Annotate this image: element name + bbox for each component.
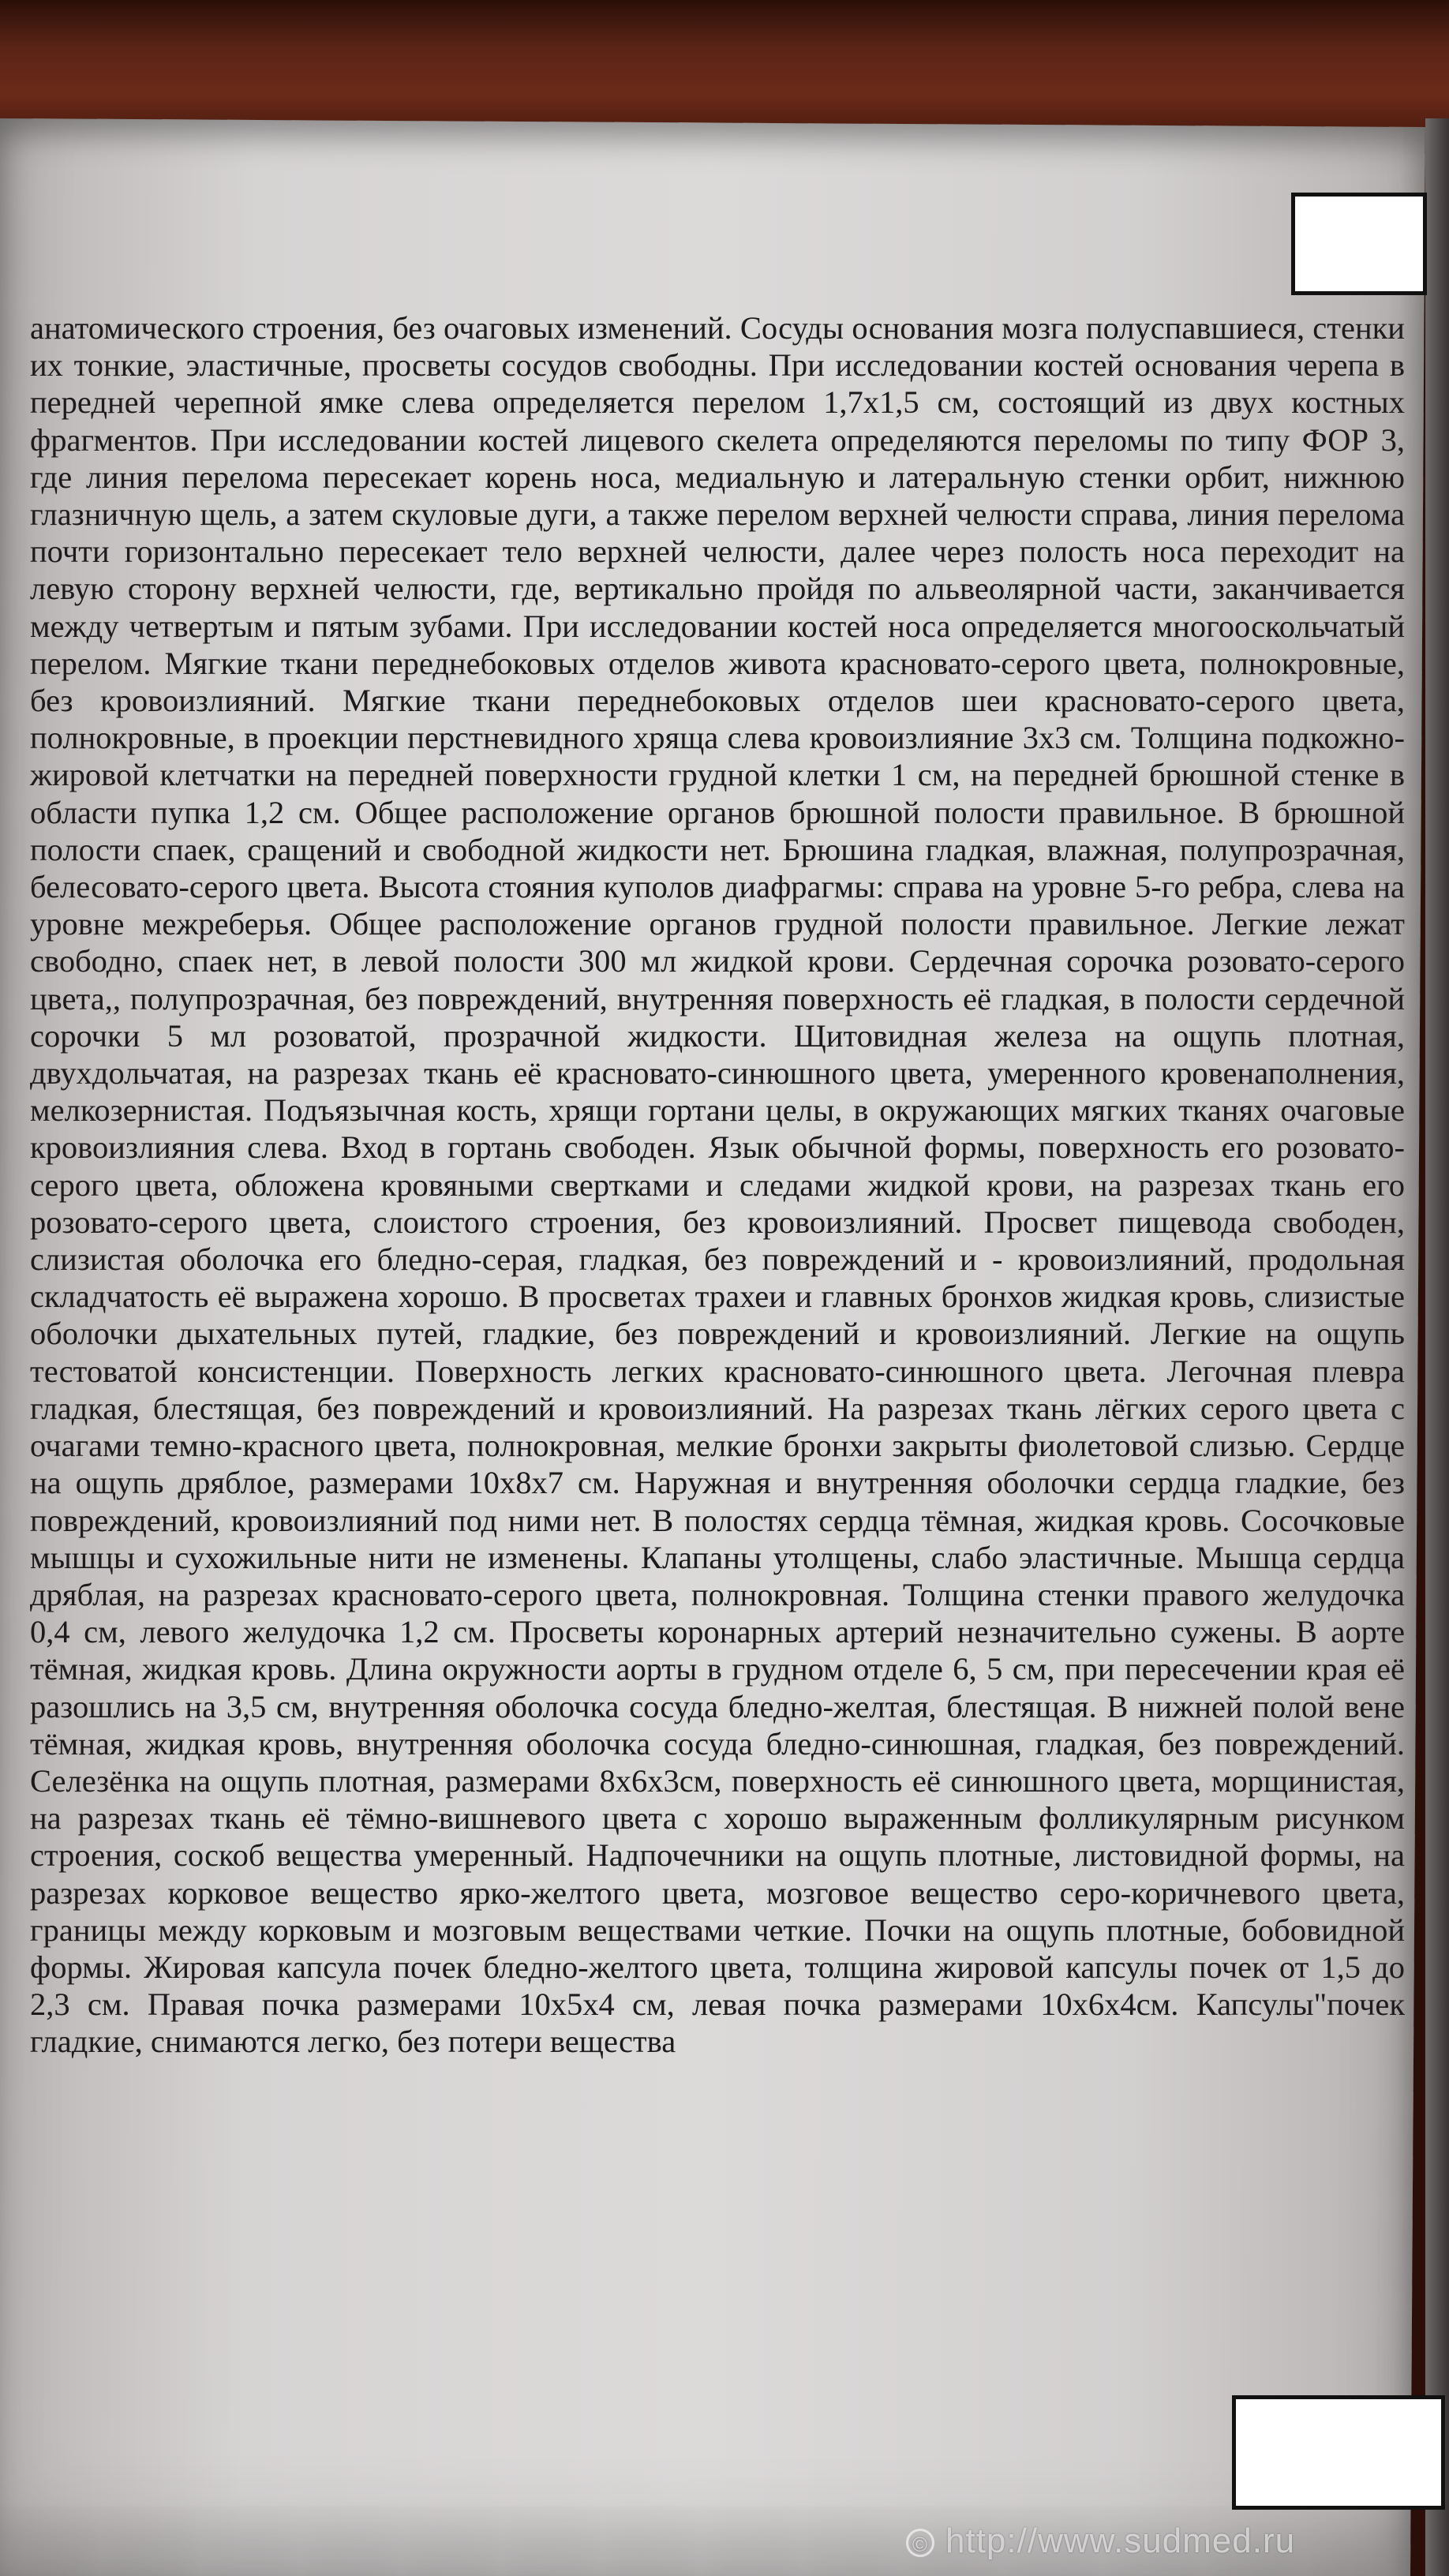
watermark (906, 2522, 1295, 2561)
autopsy-report-text: анатомического строения, без очаговых изменений. Сосуды основания мозга полуспавшиеся, стенки их тонкие, эластичные, просветы сосудов свободны. При исследовании костей основания черепа в передней черепной ямке слева определяется перелом 1,7х1,5 см, состоящий из двух костных фрагментов. При исследовании костей лицевого скелета определяются переломы по типу ФОР 3, где линия перелома пересекает корень носа, медиальную и латеральную стенки орбит, нижнюю глазничную щель, а затем скуловые дуги, а также перелом верхней челюсти справа, линия перелома почти горизонтально пересекает тело верхней челюсти, далее через полость носа переходит на левую сторону верхней челюсти, где, вертикально пройдя по альвеолярной части, заканчивается между четвертым и пятым зубами. При исследовании костей носа определяется многооскольчатый перелом. Мягкие ткани переднебоковых отделов живота красновато-серого цвета, полнокровные, без кровоизлияний. Мягкие ткани переднебоковых отделов шеи красновато-серого цвета, полнокровные, в проекции перстневидного хряща слева кровоизлияние 3х3 см. Толщина подкожно-жировой клетчатки на передней поверхности грудной клетки 1 см, на передней брюшной стенке в области пупка 1,2 см. Общее расположение органов брюшной полости правильное. В брюшной полости спаек, сращений и свободной жидкости нет. Брюшина гладкая, влажная, полупрозрачная, белесовато-серого цвета. Высота стояния куполов диафрагмы: справа на уровне 5-го ребра, слева на уровне межреберья. Общее расположение органов грудной полости правильное. Легкие лежат свободно, спаек нет, в левой полости 300 мл жидкой крови. Сердечная сорочка розовато-серого цвета,, полупрозрачная, без повреждений, внутренняя поверхность её гладкая, в полости сердечной сорочки 5 мл розоватой, прозрачной жидкости. Щитовидная железа на ощупь плотная, двухдольчатая, на разрезах ткань её красновато-синюшного цвета, умеренного кровенаполнения, мелкозернистая. Подъязычная кость, хрящи гортани целы, в окружающих мягких тканях очаговые кровоизлияния слева. Вход в гортань свободен. Язык обычной формы, поверхность его розовато-серого цвета, обложена кровяными свертками и следами жидкой крови, на разрезах ткань его розовато-серого цвета, слоистого строения, без кровоизлияний. Просвет пищевода свободен, слизистая оболочка его бледно-серая, гладкая, без повреждений и - кровоизлияний, продольная складчатость её выражена хорошо. В просветах трахеи и главных бронхов жидкая кровь, слизистые оболочки дыхательных путей, гладкие, без повреждений и кровоизлияний. Легкие на ощупь тестоватой консистенции. Поверхность легких красновато-синюшного цвета. Легочная плевра гладкая, блестящая, без повреждений и кровоизлияний. На разрезах ткань лёгких серого цвета с очагами темно-красного цвета, полнокровная, мелкие бронхи закрыты фиолетовой слизью. Сердце на ощупь дряблое, размерами 10х8х7 см. Наружная и внутренняя оболочки сердца гладкие, без повреждений, кровоизлияний под ними нет. В полостях сердца тёмная, жидкая кровь. Сосочковые мышцы и сухожильные нити не изменены. Клапаны утолщены, слабо эластичные. Мышца сердца дряблая, на разрезах красновато-серого цвета, полнокровная. Толщина стенки правого желудочка 0,4 см, левого желудочка 1,2 см. Просветы коронарных артерий незначительно сужены. В аорте тёмная, жидкая кровь. Длина окружности аорты в грудном отделе 6, 5 см, при пересечении края её разошлись на 3,5 см, внутренняя оболочка сосуда бледно-желтая, блестящая. В нижней полой вене тёмная, жидкая кровь, внутренняя оболочка сосуда бледно-синюшная, гладкая, без повреждений. Селезёнка на ощупь плотная, размерами 8х6х3см, поверхность её синюшного цвета, морщинистая, на разрезах ткань её тёмно-вишневого цвета с хорошо выраженным фолликулярным рисунком строения, соскоб вещества умеренный. Надпочечники на ощупь плотные, листовидной формы, на разрезах корковое вещество ярко-желтого цвета, мозговое вещество серо-коричневого цвета, границы между корковым и мозговым веществами четкие. Почки на ощупь плотные, бобовидной формы. Жировая капсула почек бледно-желтого цвета, толщина жировой капсулы почек от 1,5 до 2,3 см. Правая почка размерами 10х5х4 см, левая почка размерами 10х6х4см. Капсулы"почек гладкие, снимаются легко, без потери вещества (30, 310, 1405, 2060)
redaction-box-bottom (1232, 2395, 1445, 2510)
page-edge (1425, 118, 1449, 2576)
redaction-box-top (1291, 193, 1427, 295)
watermark-url: http://www.sudmed.ru (945, 2522, 1296, 2560)
copyright-icon: © (906, 2529, 934, 2557)
